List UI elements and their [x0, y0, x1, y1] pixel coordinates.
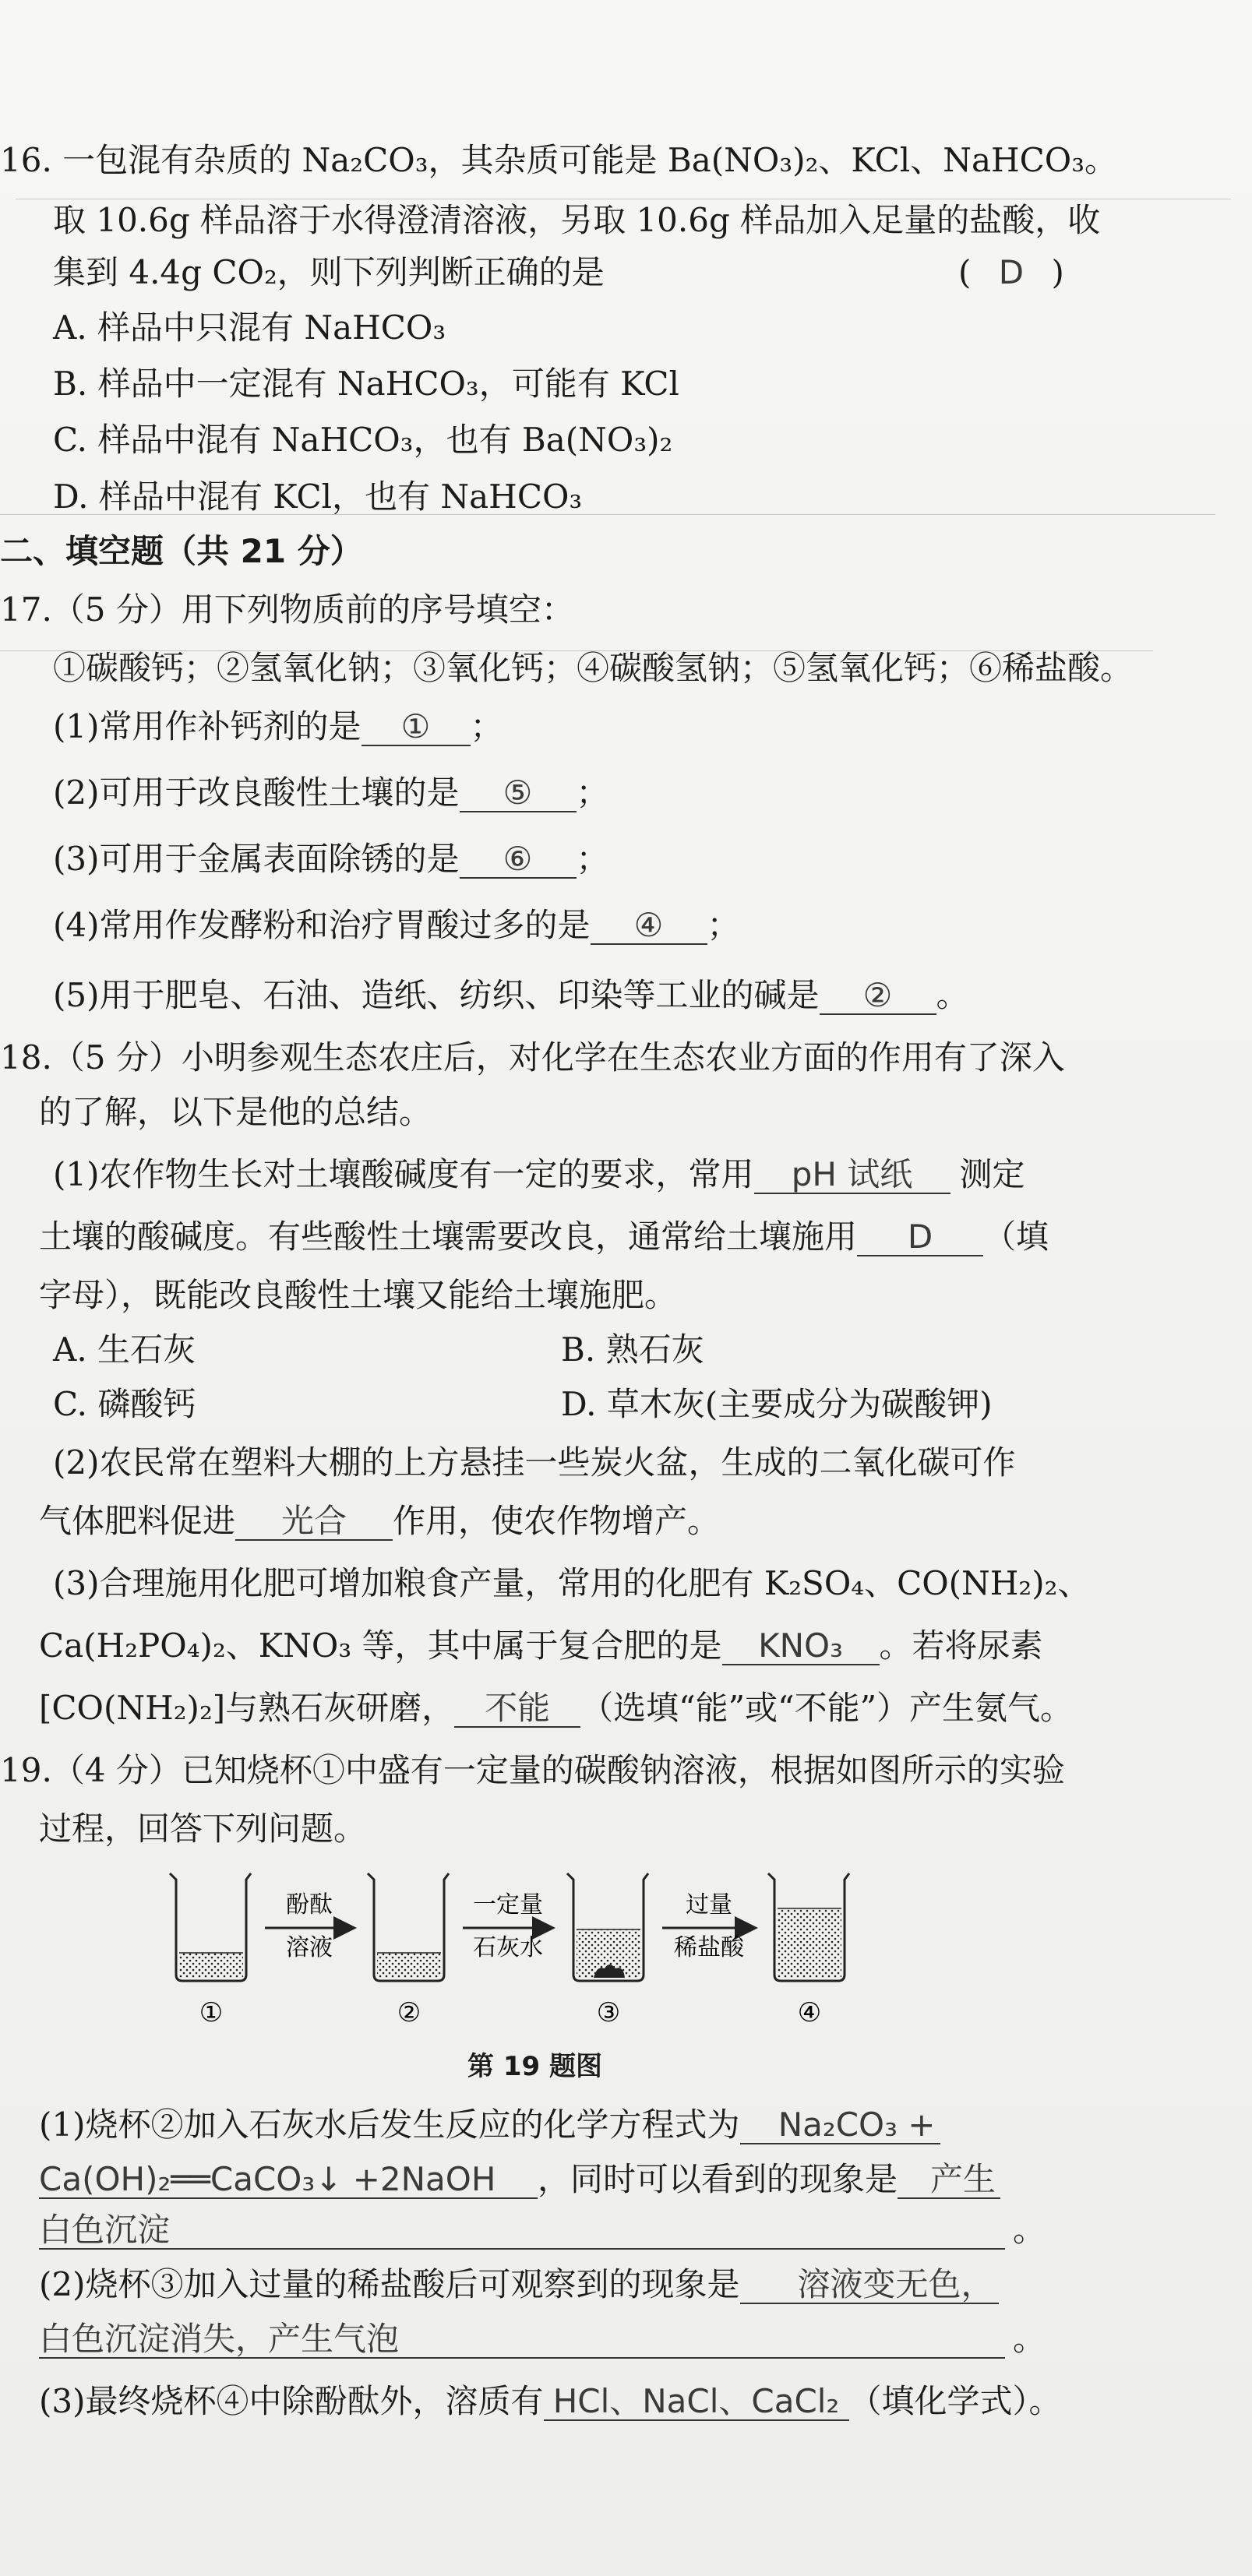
- arrow-2-top: 一定量: [473, 1891, 543, 1919]
- answer-blank: HCl、NaCl、CaCl₂: [544, 2384, 849, 2421]
- arrow-2: [463, 1891, 553, 1961]
- text: 。: [1013, 2320, 1046, 2358]
- q16-line3: 集到 4.4g CO₂，则下列判断正确的是: [53, 253, 605, 291]
- text: 。: [1013, 2211, 1046, 2249]
- item-punct: ；: [576, 774, 609, 812]
- answer-blank: Ca(OH)₂══CaCO₃↓ +2NaOH: [39, 2162, 538, 2199]
- q18-option-b: B. 熟石灰: [561, 1330, 704, 1369]
- answer-blank: 不能: [454, 1690, 580, 1728]
- q17-item-3: [53, 837, 609, 881]
- q17-item-5: [53, 974, 969, 1017]
- experiment-diagram: [164, 1866, 943, 2060]
- q16-answer: D: [998, 253, 1025, 291]
- beaker-1-label: ①: [199, 1997, 224, 2028]
- arrow-1: [265, 1891, 354, 1961]
- q19-stem-2: 过程，回答下列问题。: [39, 1810, 367, 1848]
- item-punct: 。: [936, 976, 969, 1014]
- q18-part3b: [39, 1624, 1043, 1668]
- text: [CO(NH₂)₂]与熟石灰研磨，: [39, 1689, 455, 1727]
- text: 。若将尿素: [879, 1626, 1043, 1665]
- bracket-open: (: [958, 253, 972, 291]
- q18-option-d: D. 草木灰(主要成分为碳酸钾): [561, 1385, 993, 1423]
- q17-item-2: [53, 771, 609, 815]
- item-text: (4)常用作发酵粉和治疗胃酸过多的是: [53, 906, 591, 944]
- answer-blank: 光合: [235, 1503, 393, 1541]
- beaker-2: [368, 1873, 449, 1981]
- q17-item-1: [53, 705, 503, 749]
- answer-blank: ④: [591, 907, 707, 945]
- bracket-close: ): [1051, 253, 1064, 291]
- q18-option-a: A. 生石灰: [53, 1330, 196, 1369]
- answer-blank: 白色沉淀消失，产生气泡: [39, 2321, 1005, 2359]
- answer-blank: pH 试纸: [754, 1157, 950, 1194]
- q16-line2: 取 10.6g 样品溶于水得澄清溶液，另取 10.6g 样品加入足量的盐酸，收: [53, 201, 1101, 239]
- answer-blank: D: [857, 1219, 983, 1256]
- q17-item-4: [53, 904, 740, 947]
- q16-option-b: B. 样品中一定混有 NaHCO₃，可能有 KCl: [53, 365, 679, 403]
- arrow-1-bottom: 溶液: [286, 1934, 333, 1961]
- text: (1)农作物生长对土壤酸碱度有一定的要求，常用: [53, 1155, 754, 1193]
- text: (2)烧杯③加入过量的稀盐酸后可观察到的现象是: [39, 2265, 740, 2303]
- item-punct: ；: [470, 707, 503, 745]
- item-text: (5)用于肥皂、石油、造纸、纺织、印染等工业的碱是: [53, 976, 820, 1014]
- answer-blank: ①: [361, 709, 471, 746]
- section-title: 二、填空题（共 21 分）: [0, 532, 363, 570]
- beaker-3-label: ③: [596, 1997, 621, 2028]
- q18-part2a: (2)农民常在塑料大棚的上方悬挂一些炭火盆，生成的二氧化碳可作: [53, 1443, 1016, 1482]
- answer-blank: ②: [820, 978, 936, 1015]
- q18-part1: [53, 1153, 1025, 1196]
- q17-stem: 17.（5 分）用下列物质前的序号填空：: [0, 590, 574, 629]
- q17-substances: ①碳酸钙；②氢氧化钠；③氧化钙；④碳酸氢钠；⑤氢氧化钙；⑥稀盐酸。: [53, 649, 1134, 687]
- arrow-2-bottom: 石灰水: [473, 1934, 543, 1961]
- q19-stem-1: 19.（4 分）已知烧杯①中盛有一定量的碳酸钠溶液，根据如图所示的实验: [0, 1751, 1065, 1789]
- text: 作用，使农作物增产。: [393, 1502, 721, 1540]
- text: 气体肥料促进: [39, 1502, 236, 1540]
- arrow-3-bottom: 稀盐酸: [674, 1934, 744, 1961]
- q19-part1c: [39, 2208, 1046, 2252]
- diagram-caption: 第 19 题图: [467, 2051, 602, 2082]
- arrow-3-top: 过量: [686, 1891, 732, 1919]
- beaker-4-label: ④: [797, 1997, 822, 2028]
- text: 土壤的酸碱度。有些酸性土壤需要改良，通常给土壤施用: [39, 1218, 858, 1256]
- text: （选填“能”或“不能”）产生氨气。: [580, 1689, 1074, 1727]
- q18-part3a: (3)合理施用化肥可增加粮食产量，常用的化肥有 K₂SO₄、CO(NH₂)₂、: [53, 1564, 1091, 1602]
- answer-blank: ⑥: [460, 841, 577, 879]
- q16-option-a: A. 样品中只混有 NaHCO₃: [53, 308, 446, 347]
- q18-part1b: [39, 1215, 1049, 1259]
- answer-blank: 产生: [898, 2162, 1000, 2199]
- item-punct: ；: [576, 840, 609, 878]
- answer-blank: 白色沉淀: [39, 2212, 1005, 2250]
- q19-part3: [39, 2380, 1062, 2423]
- q19-part1b: [39, 2158, 1000, 2201]
- beaker-3: [567, 1873, 648, 1981]
- text: (1)烧杯②加入石灰水后发生反应的化学方程式为: [39, 2106, 740, 2144]
- text: （填化学式）。: [848, 2382, 1062, 2420]
- q18-part1c: 字母），既能改良酸性土壤又能给土壤施肥。: [39, 1276, 678, 1314]
- text: (3)最终烧杯④中除酚酞外，溶质有: [39, 2382, 544, 2420]
- text: ，同时可以看到的现象是: [538, 2160, 898, 2198]
- q18-stem-2: 的了解，以下是他的总结。: [39, 1093, 432, 1131]
- answer-blank: KNO₃: [722, 1628, 880, 1665]
- q16-option-c: C. 样品中混有 NaHCO₃，也有 Ba(NO₃)₂: [53, 421, 673, 459]
- arrow-1-top: 酚酞: [286, 1891, 333, 1919]
- q18-stem-1: 18.（5 分）小明参观生态农庄后，对化学在生态农业方面的作用有了深入: [0, 1038, 1065, 1077]
- text: （填: [983, 1218, 1049, 1256]
- arrow-3: [662, 1891, 756, 1961]
- q19-part1a: [39, 2103, 940, 2147]
- text: Ca(H₂PO₄)₂、KNO₃ 等，其中属于复合肥的是: [39, 1626, 722, 1665]
- text: 测定: [959, 1155, 1025, 1193]
- q18-part3c: [39, 1686, 1073, 1730]
- item-text: (3)可用于金属表面除锈的是: [53, 840, 460, 878]
- item-text: (2)可用于改良酸性土壤的是: [53, 774, 460, 812]
- item-punct: ；: [707, 906, 740, 944]
- q19-part2b: [39, 2317, 1046, 2361]
- answer-blank: Na₂CO₃ +: [740, 2107, 940, 2144]
- q16-line1: 16. 一包混有杂质的 Na₂CO₃，其杂质可能是 Ba(NO₃)₂、KCl、NaHCO₃。: [0, 141, 1118, 179]
- answer-blank: 溶液变无色，: [740, 2267, 999, 2304]
- answer-blank: ⑤: [460, 775, 577, 812]
- beaker-4: [768, 1873, 849, 1981]
- beaker-1: [170, 1873, 251, 1981]
- q16-option-d: D. 样品中混有 KCl，也有 NaHCO₃: [53, 477, 583, 516]
- q16-answer-bracket: [958, 251, 1064, 294]
- q18-part2b: [39, 1499, 720, 1543]
- q18-option-c: C. 磷酸钙: [53, 1385, 196, 1423]
- beaker-2-label: ②: [397, 1997, 421, 2028]
- q19-part2a: [39, 2263, 999, 2306]
- item-text: (1)常用作补钙剂的是: [53, 707, 361, 745]
